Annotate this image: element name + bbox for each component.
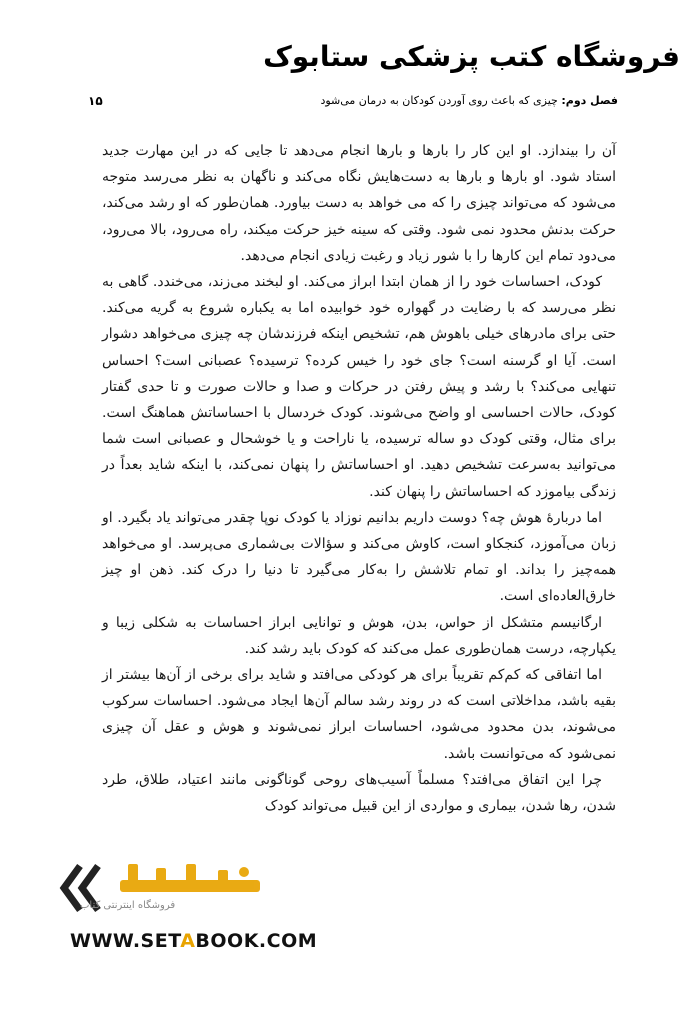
watermark-url-accent: A [180, 930, 196, 952]
page-number: ۱۵ [88, 94, 103, 108]
chapter-label: فصل دوم: [561, 94, 618, 107]
body-text [102, 138, 616, 819]
watermark-url-prefix: WWW.SET [70, 930, 181, 952]
paragraph: ارگانیسم متشکل از حواس، بدن، هوش و توانایی ابراز احساسات به شکلی زیبا و یکپارچه، درست همان‌طوری عمل می‌کند که کودک باید رشد کند. [102, 614, 616, 657]
running-head [88, 94, 618, 108]
store-title: فروشگاه کتب پزشکی ستابوک [263, 40, 680, 73]
watermark-tagline: فروشگاه اینترنتی کتاب [80, 900, 176, 911]
paragraph: آن را بیندازد. او این کار را بارها و بارها انجام می‌دهد تا جایی که در این مهارت جدید استاد شود. او بارها و بارها به دست‌هایش نگاه می‌کند و ناگهان به نظر می‌رسد متوجه می‌شود که می‌تواند چیزی را که می خواهد به دست بیاورد. همان‌طور که او رشد می‌کند، حرکت بدنش محدود نمی شود. وقتی که سینه خیز حرکت میکند، راه می‌رود، بالا می‌رود، می‌دود تمام این کارها را با شور زیاد و رغبت زیادی انجام می‌دهد. [102, 143, 616, 264]
chapter-heading [320, 94, 618, 108]
watermark-url [70, 930, 317, 952]
chapter-title: چیزی که باعث روی آوردن کودکان به درمان می‌شود [320, 94, 558, 107]
paragraph: کودک، احساسات خود را از همان ابتدا ابراز می‌کند. او لبخند می‌زند، می‌خندد. گاهی به نظر می‌رسد که با رضایت در گهواره خود خوابیده اما به یکباره شروع به گریه می‌کند. حتی برای مادرهای خیلی باهوش هم، تشخیص اینکه فرزندشان چه چیزی می‌خواهد دشوار است. آیا او گرسنه است؟ جای خود را خیس کرده؟ ترسیده؟ عصبانی است؟ احساس تنهایی می‌کند؟ با رشد و پیش رفتن در حرکات و صدا و حالات صورت و تا حدی گفتار کودک، حالات احساسی او واضح می‌شوند. کودک خردسال با احساساتش هماهنگ است. برای مثال، وقتی کودک دو ساله ترسیده، یا ناراحت و یا خوشحال و عصبانی است شما می‌توانید به‌سرعت تشخیص دهید. او احساساتش را پنهان نمی‌کند، با اینکه شاید بعداً در زندگی بیاموزد که احساساتش را پنهان کند. [102, 274, 616, 500]
paragraph: اما اتفاقی که کم‌کم تقریباً برای هر کودکی می‌افتد و شاید برای برخی از آن‌ها بیشتر از بقیه باشد، مداخلاتی است که در روند رشد سالم آن‌ها ایجاد می‌شود. احساسات سرکوب می‌شوند، بدن محدود می‌شود، احساسات ابراز نمی‌شوند و هوش و عقل آن چیزی نمی‌شود که می‌توانست باشد. [102, 667, 616, 762]
watermark-url-suffix: BOOK.COM [195, 930, 318, 952]
paragraph: چرا این اتفاق می‌افتد؟ مسلماً آسیب‌های روحی گوناگونی مانند اعتیاد، طلاق، طرد شدن، رها شدن، بیماری و مواردی از این قبیل می‌تواند کودک [102, 771, 616, 815]
paragraph: اما دربارهٔ هوش چه؟ دوست داریم بدانیم نوزاد یا کودک نوپا چقدر می‌تواند یاد بگیرد. او زبان می‌آموزد، کنجکاو است، کاوش می‌کند و سؤالات بی‌شماری می‌پرسد. او می‌خواهد همه‌چیز را بداند. او تمام تلاشش را به‌کار می‌گیرد تا دنیا را درک کند. ذهن او چیز خارق‌العاده‌ای است. [102, 509, 616, 605]
